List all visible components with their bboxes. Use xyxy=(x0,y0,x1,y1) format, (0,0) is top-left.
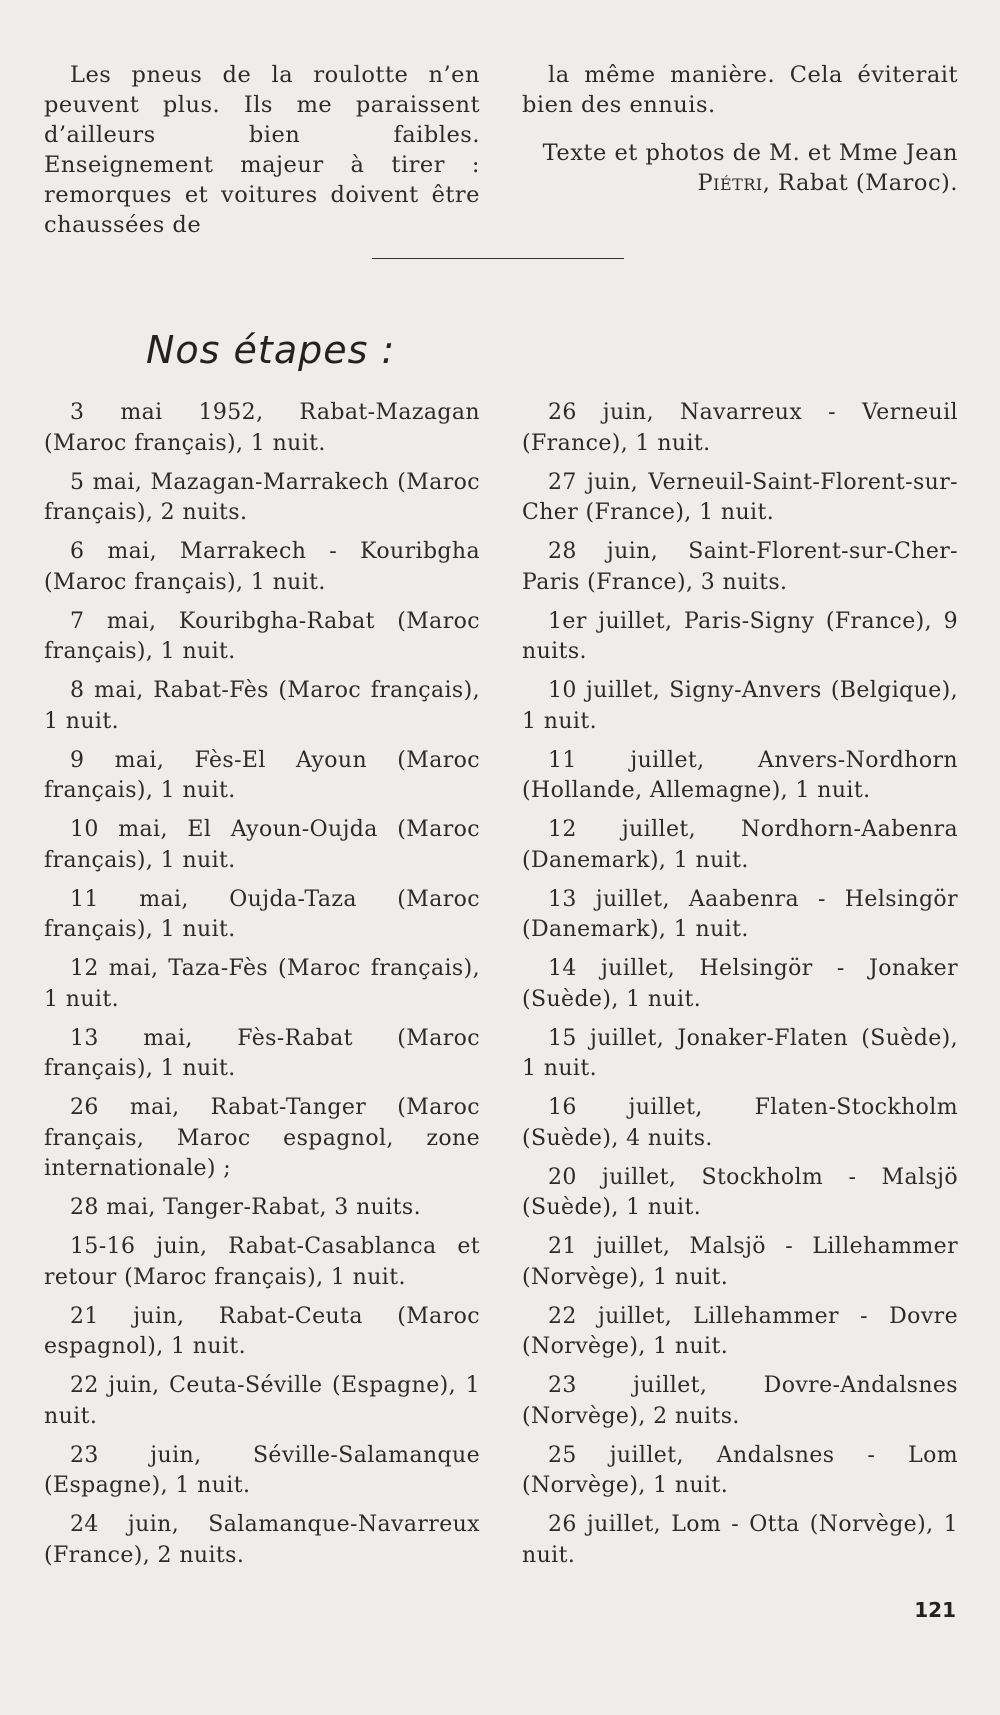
itinerary-entry: 15 juillet, Jonaker-Flaten (Suède), 1 nuit. xyxy=(522,1025,958,1081)
itinerary-entry: 13 mai, Fès-Rabat (Maroc français), 1 nuit. xyxy=(44,1025,480,1081)
itinerary-entry: 1er juillet, Paris-Signy (France), 9 nuits. xyxy=(522,608,958,664)
itinerary-entry: 6 mai, Marrakech - Kouribgha (Maroc français), 1 nuit. xyxy=(44,539,480,595)
intro-right-column xyxy=(522,60,958,240)
itinerary-entry: 28 mai, Tanger-Rabat, 3 nuits. xyxy=(70,1195,421,1220)
itinerary-entry: 14 juillet, Helsingör - Jonaker (Suède), 1 nuit. xyxy=(522,956,958,1012)
itinerary-entry: 27 juin, Verneuil-Saint-Florent-sur-Cher (France), 1 nuit. xyxy=(522,469,958,525)
intro-left-paragraph: Les pneus de la roulotte n’en peuvent plus. Ils me paraissent d’ailleurs bien faibles. Enseignement majeur à tirer : remorques et voitures doivent être chaussées de xyxy=(44,62,480,238)
itinerary-entry: 9 mai, Fès-El Ayoun (Maroc français), 1 nuit. xyxy=(44,747,480,803)
section-heading: Nos étapes : xyxy=(146,328,396,372)
itinerary-entry: 11 juillet, Anvers-Nordhorn (Hollande, Allemagne), 1 nuit. xyxy=(522,747,958,803)
credit-author-name: Piétri xyxy=(697,170,763,196)
itinerary-entry: 10 juillet, Signy-Anvers (Belgique), 1 nuit. xyxy=(522,678,958,734)
itinerary-entry: 8 mai, Rabat-Fès (Maroc français), 1 nuit. xyxy=(44,678,480,734)
photo-credit xyxy=(522,138,958,198)
itinerary-right-column xyxy=(522,398,958,1580)
credit-suffix: , Rabat (Maroc). xyxy=(762,170,958,196)
itinerary-entry: 23 juillet, Dovre-Andalsnes (Norvège), 2 nuits. xyxy=(522,1373,958,1429)
itinerary-entry: 26 juillet, Lom - Otta (Norvège), 1 nuit. xyxy=(522,1512,958,1568)
itinerary-entry: 12 mai, Taza-Fès (Maroc français), 1 nuit. xyxy=(44,956,480,1012)
intro-right-paragraph: la même manière. Cela éviterait bien des ennuis. xyxy=(522,62,958,118)
itinerary-entry: 26 juin, Navarreux - Verneuil (France), 1 nuit. xyxy=(522,400,958,456)
itinerary-entry: 13 juillet, Aaabenra - Helsingör (Danemark), 1 nuit. xyxy=(522,886,958,942)
itinerary-entry: 7 mai, Kouribgha-Rabat (Maroc français), 1 nuit. xyxy=(44,608,480,664)
section-divider xyxy=(372,258,624,259)
itinerary-entry: 21 juillet, Malsjö - Lillehammer (Norvège), 1 nuit. xyxy=(522,1234,958,1290)
itinerary-left-column xyxy=(44,398,480,1580)
intro-left-column xyxy=(44,60,480,240)
credit-prefix: Texte et photos de M. et Mme Jean xyxy=(542,140,958,166)
itinerary-entry: 16 juillet, Flaten-Stockholm (Suède), 4 nuits. xyxy=(522,1095,958,1151)
itinerary-entry: 5 mai, Mazagan-Marrakech (Maroc français), 2 nuits. xyxy=(44,469,480,525)
itinerary-entry: 23 juin, Séville-Salamanque (Espagne), 1 nuit. xyxy=(44,1442,480,1498)
itinerary-entry: 20 juillet, Stockholm - Malsjö (Suède), 1 nuit. xyxy=(522,1164,958,1220)
itinerary-columns xyxy=(44,398,958,1580)
itinerary-entry: 22 juin, Ceuta-Séville (Espagne), 1 nuit. xyxy=(44,1373,480,1429)
itinerary-entry: 12 juillet, Nordhorn-Aabenra (Danemark), 1 nuit. xyxy=(522,817,958,873)
page-number: 121 xyxy=(914,1598,956,1622)
itinerary-entry: 10 mai, El Ayoun-Oujda (Maroc français), 1 nuit. xyxy=(44,817,480,873)
itinerary-left-list xyxy=(44,398,480,1571)
itinerary-entry: 25 juillet, Andalsnes - Lom (Norvège), 1 nuit. xyxy=(522,1442,958,1498)
itinerary-entry: 24 juin, Salamanque-Navarreux (France), 2 nuits. xyxy=(44,1512,480,1568)
itinerary-right-list xyxy=(522,398,958,1571)
itinerary-entry: 21 juin, Rabat-Ceuta (Maroc espagnol), 1 nuit. xyxy=(44,1303,480,1359)
itinerary-entry: 15-16 juin, Rabat-Casablanca et retour (Maroc français), 1 nuit. xyxy=(44,1234,480,1290)
intro-section xyxy=(44,60,958,240)
itinerary-entry: 11 mai, Oujda-Taza (Maroc français), 1 nuit. xyxy=(44,886,480,942)
itinerary-entry: 26 mai, Rabat-Tanger (Maroc français, Maroc espagnol, zone internationale) ; xyxy=(44,1095,480,1181)
itinerary-entry: 22 juillet, Lillehammer - Dovre (Norvège), 1 nuit. xyxy=(522,1303,958,1359)
itinerary-entry: 28 juin, Saint-Florent-sur-Cher-Paris (France), 3 nuits. xyxy=(522,539,958,595)
itinerary-entry: 3 mai 1952, Rabat-Mazagan (Maroc français), 1 nuit. xyxy=(44,400,480,456)
